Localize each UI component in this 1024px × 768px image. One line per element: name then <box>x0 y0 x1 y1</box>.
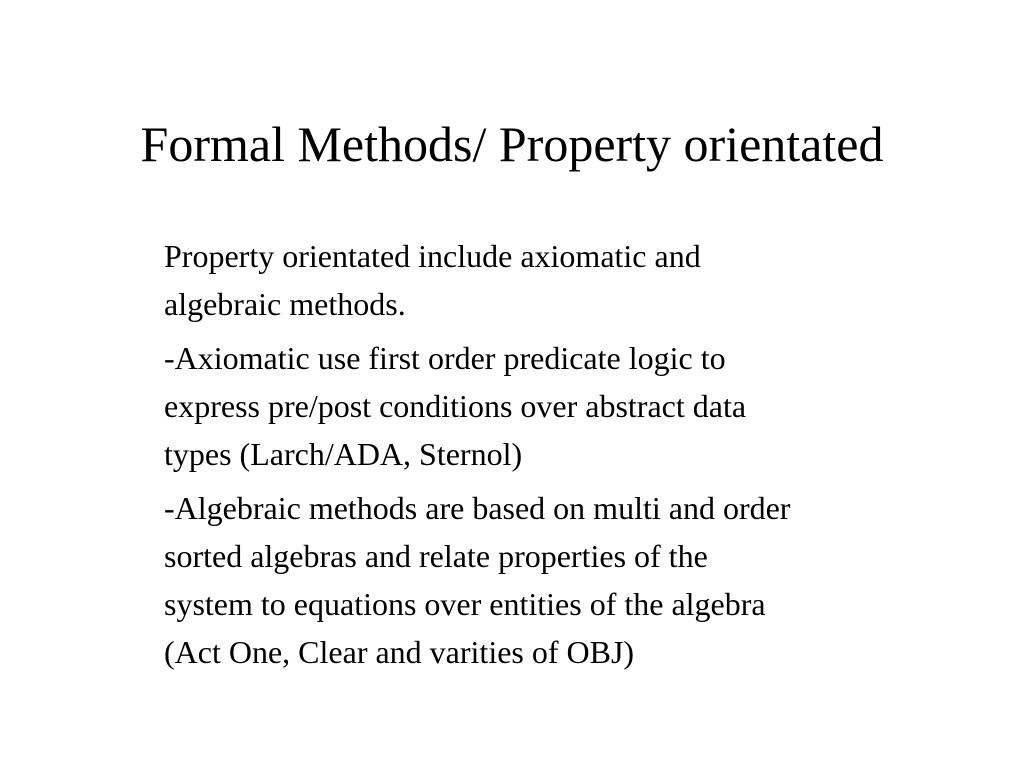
paragraph-line: sorted algebras and relate properties of the <box>164 538 708 574</box>
paragraph-axiomatic <box>164 334 964 478</box>
paragraph-line: Property orientated include axiomatic and <box>164 238 701 274</box>
paragraph-line: -Axiomatic use first order predicate logic to <box>164 340 726 376</box>
slide-body <box>164 232 964 682</box>
paragraph-line: (Act One, Clear and varities of OBJ) <box>164 634 635 670</box>
paragraph-line: system to equations over entities of the algebra <box>164 586 766 622</box>
paragraph-algebraic <box>164 484 964 676</box>
paragraph-line: algebraic methods. <box>164 286 406 322</box>
paragraph-property-orientated <box>164 232 964 328</box>
paragraph-line: -Algebraic methods are based on multi and order <box>164 490 791 526</box>
slide-title: Formal Methods/ Property orientated <box>140 116 884 172</box>
paragraph-line: express pre/post conditions over abstract data <box>164 388 747 424</box>
paragraph-line: types (Larch/ADA, Sternol) <box>164 436 523 472</box>
